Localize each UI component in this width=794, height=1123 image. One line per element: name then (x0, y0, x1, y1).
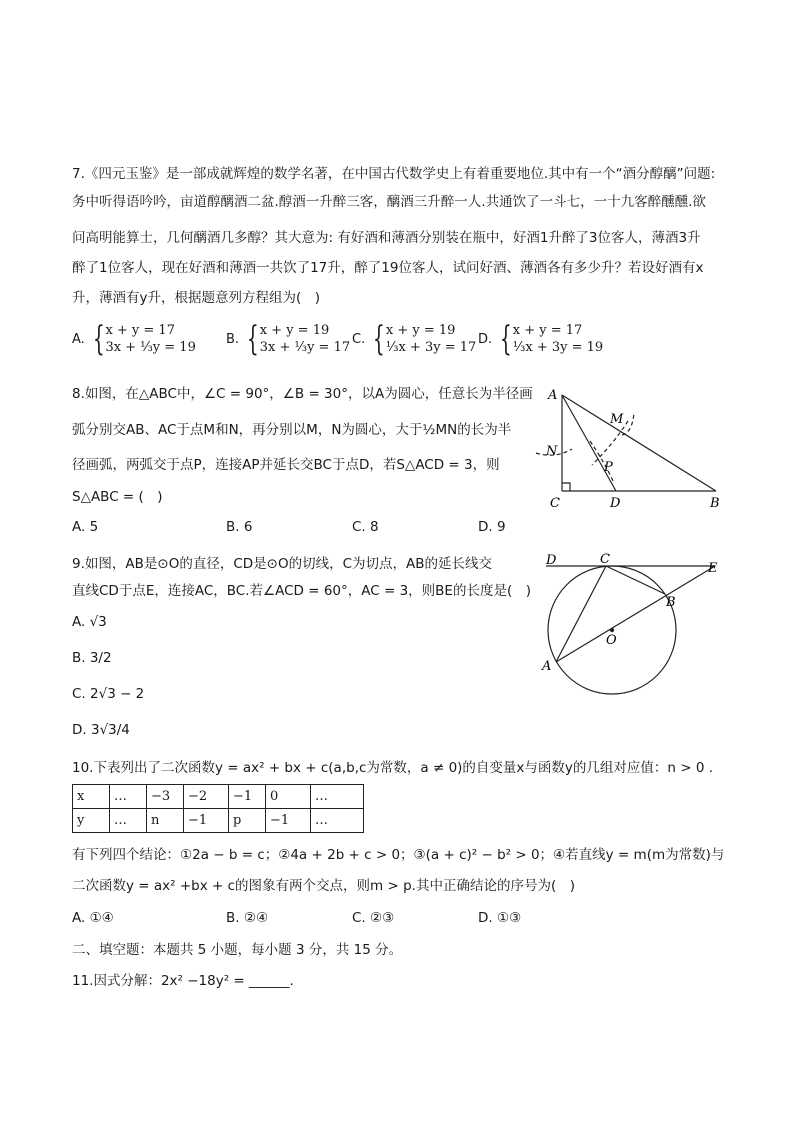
label-e: E (708, 561, 718, 576)
table-cell: n (147, 809, 184, 833)
center-dot (610, 628, 614, 632)
table-cell: −2 (184, 785, 229, 809)
q9-circle-figure (540, 552, 725, 697)
q10-line-1: 10.下表列出了二次函数y = ax² + bx + c(a,b,c为常数，a ≠ 0)的自变量x与函数y的几组对应值：n > 0 . (72, 760, 714, 776)
q7-option-d-row1: x + y = 17 (512, 323, 583, 338)
brace-icon: { (500, 319, 512, 359)
right-angle-mark (562, 483, 570, 491)
table-cell: … (311, 785, 364, 809)
q8-line-1: 8.如图，在△ABC中，∠C = 90°，∠B = 30°，以A为圆心，任意长为半径画 (72, 386, 533, 402)
table-cell: p (229, 809, 266, 833)
table-row (73, 809, 364, 833)
q9-line-2: 直线CD于点E，连接AC，BC.若∠ACD = 60°，AC = 3，则BE的长度是( ) (72, 583, 531, 599)
q10-option-c[interactable]: C. ②③ (352, 910, 395, 926)
label-a: A (548, 388, 558, 403)
q7-line-5: 升，薄酒有y升，根据题意列方程组为( ) (72, 290, 321, 306)
q7-option-c[interactable] (352, 319, 477, 359)
table-cell: −3 (147, 785, 184, 809)
q9-line-1: 9.如图，AB是⊙O的直径，CD是⊙O的切线，C为切点，AB的延长线交 (72, 556, 492, 572)
q7-option-d[interactable] (478, 319, 604, 359)
q9-option-d[interactable]: D. 3√3/4 (72, 722, 130, 738)
q7-option-a-row1: x + y = 17 (105, 323, 175, 338)
q7-option-b-label: B. (226, 331, 240, 347)
q8-option-c[interactable]: C. 8 (352, 519, 379, 535)
brace-icon: { (373, 319, 385, 359)
label-c: C (550, 496, 560, 511)
q10-option-d[interactable]: D. ①③ (478, 910, 522, 926)
label-b: B (710, 496, 720, 511)
q8-line-4: S△ABC = ( ) (72, 489, 163, 505)
q7-line-4: 醉了1位客人，现在好酒和薄酒一共饮了17升，醉了19位客人，试问好酒、薄酒各有多少升？若设好酒有x (72, 260, 704, 276)
q8-line-2: 弧分别交AB、AC于点M和N，再分别以M，N为圆心，大于½MN的长为半 (72, 422, 512, 438)
label-c: C (600, 552, 610, 567)
arc-m (622, 413, 634, 435)
table-cell: 0 (266, 785, 311, 809)
q8-line-3: 径画弧，两弧交于点P，连接AP并延长交BC于点D，若S△ACD = 3，则 (72, 457, 500, 473)
q7-line-3: 问高明能算士，几何醨酒几多醇？其大意为: 有好酒和薄酒分别装在瓶中，好酒1升醉了3位客人，薄酒3升 (72, 230, 701, 246)
brace-icon: { (246, 319, 259, 359)
q10-option-b[interactable]: B. ②④ (226, 910, 269, 926)
label-b: B (666, 595, 676, 610)
q8-option-a[interactable]: A. 5 (72, 519, 99, 535)
label-d: D (546, 553, 557, 568)
brace-icon: { (92, 319, 105, 359)
q10-line-3: 二次函数y = ax² +bx + c的图象有两个交点，则m > p.其中正确结论的序号为( ) (72, 878, 575, 894)
q10-option-a[interactable]: A. ①④ (72, 910, 114, 926)
q11-line: 11.因式分解：2x² −18y² = ______. (72, 973, 294, 989)
q7-line-2: 务中听得语吟吟，亩道醇醨酒二盆.醇酒一升醉三客，醨酒三升醉一人.共通饮了一斗七，一十九客醉醺醺.欲 (72, 194, 706, 210)
q7-option-c-row1: x + y = 19 (385, 323, 456, 338)
table-cell: −1 (184, 809, 229, 833)
q7-option-d-label: D. (478, 331, 493, 347)
label-d: D (610, 496, 621, 511)
table-cell: … (110, 809, 147, 833)
line-ad (562, 395, 616, 491)
q9-option-b[interactable]: B. 3/2 (72, 650, 112, 666)
table-cell: −1 (229, 785, 266, 809)
q9-option-a[interactable]: A. √3 (72, 614, 107, 630)
q7-line-1: 7.《四元玉鉴》是一部成就辉煌的数学名著，在中国古代数学史上有着重要地位.其中有一个“酒分醇醨”问题: (72, 166, 716, 182)
q7-option-a-row2: 3x + ⅓y = 19 (105, 340, 196, 355)
q7-option-a[interactable] (72, 319, 196, 359)
label-m: M (610, 412, 624, 427)
q7-option-b[interactable] (226, 319, 351, 359)
q9-option-c[interactable]: C. 2√3 − 2 (72, 686, 145, 702)
table-cell: … (311, 809, 364, 833)
q7-option-c-row2: ⅓x + 3y = 17 (385, 340, 477, 355)
table-cell: y (73, 809, 110, 833)
side-ab (562, 395, 716, 491)
label-a: A (542, 659, 552, 674)
table-cell: … (110, 785, 147, 809)
label-n: N (546, 444, 558, 459)
q8-triangle-figure (530, 383, 730, 513)
label-o: O (606, 633, 617, 648)
q7-option-d-row2: ⅓x + 3y = 19 (512, 340, 604, 355)
q7-option-c-label: C. (352, 331, 366, 347)
section-2-heading: 二、填空题：本题共 5 小题，每小题 3 分，共 15 分。 (72, 942, 403, 958)
q8-option-b[interactable]: B. 6 (226, 519, 253, 535)
table-cell: x (73, 785, 110, 809)
q8-option-d[interactable]: D. 9 (478, 519, 506, 535)
table-cell: −1 (266, 809, 311, 833)
q7-option-b-row1: x + y = 19 (259, 323, 330, 338)
table-row (73, 785, 364, 809)
q10-value-table (72, 784, 364, 833)
q7-option-a-label: A. (72, 331, 85, 347)
label-p: P (604, 460, 613, 475)
q7-option-b-row2: 3x + ⅓y = 17 (259, 340, 351, 355)
q10-line-2: 有下列四个结论：①2a − b = c；②4a + 2b + c > 0；③(a + c)² − b² > 0；④若直线y = m(m为常数)与 (72, 847, 725, 863)
